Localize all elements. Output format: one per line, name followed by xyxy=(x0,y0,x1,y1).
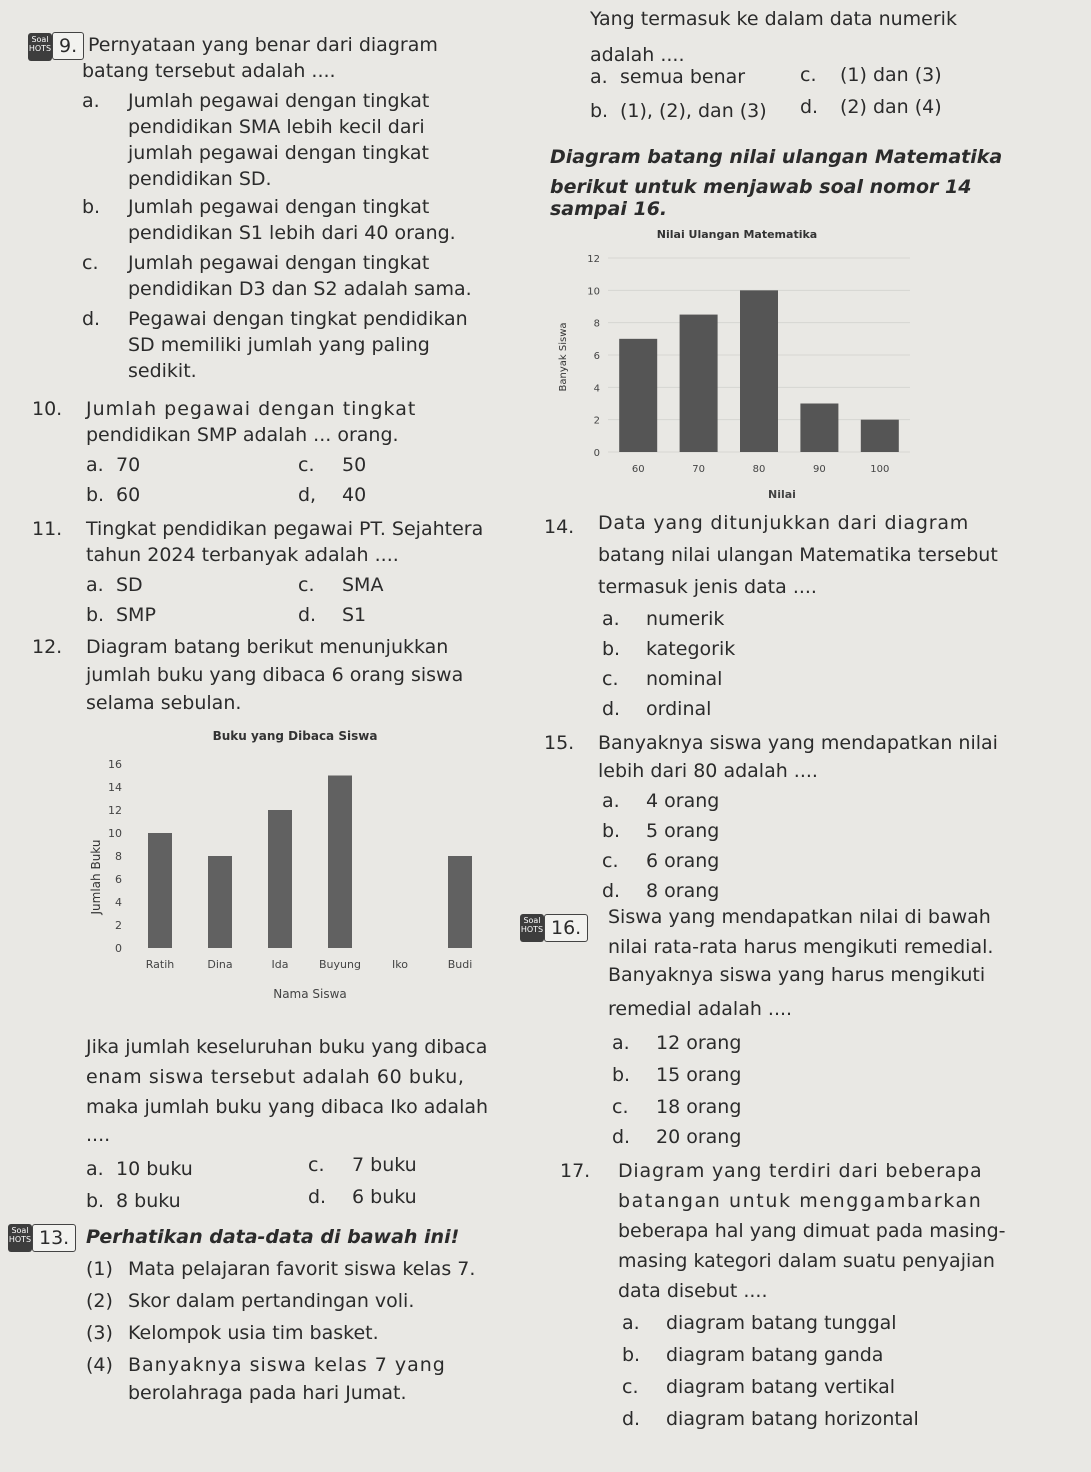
question-number-12: 12. xyxy=(32,636,63,658)
q12-option-key: c. xyxy=(308,1154,325,1176)
q13-item-line: Skor dalam pertandingan voli. xyxy=(128,1290,415,1312)
q17-option-text: diagram batang horizontal xyxy=(666,1408,919,1430)
q13-item-line: Mata pelajaran favorit siswa kelas 7. xyxy=(128,1258,476,1280)
q10-option-key: c. xyxy=(298,454,315,476)
q9-option-key: d. xyxy=(82,308,101,330)
y-tick-label: 14 xyxy=(108,781,122,794)
q12-option-key: b. xyxy=(86,1190,105,1212)
hots-badge xyxy=(28,33,52,61)
q9-option-line: pendidikan SD. xyxy=(128,168,272,190)
x-tick-label: 90 xyxy=(813,464,826,475)
x-axis-ticks xyxy=(146,958,473,971)
q16-option-text: 12 orang xyxy=(656,1032,742,1054)
q12-after-line: .... xyxy=(86,1124,111,1146)
q15-option-text: 4 orang xyxy=(646,790,720,812)
q14-option-text: nominal xyxy=(646,668,723,690)
q12-option-text: 6 buku xyxy=(352,1186,417,1208)
q13-item-key: (2) xyxy=(86,1290,113,1312)
y-tick-label: 12 xyxy=(108,804,122,817)
q12-after-line: enam siswa tersebut adalah 60 buku, xyxy=(86,1066,465,1088)
question-number-13: 13. xyxy=(32,1224,76,1252)
q17-option-text: diagram batang tunggal xyxy=(666,1312,897,1334)
q13-item-key: (3) xyxy=(86,1322,113,1344)
q9-option-key: b. xyxy=(82,196,101,218)
x-axis-label: Nilai xyxy=(768,488,796,501)
q11-option-key: b. xyxy=(86,604,105,626)
scores-bar-chart xyxy=(542,222,922,512)
x-tick-label: Iko xyxy=(392,958,408,971)
y-tick-label: 6 xyxy=(593,351,600,362)
question-number-11: 11. xyxy=(32,518,63,540)
question-number-17: 17. xyxy=(560,1160,591,1182)
y-tick-label: 0 xyxy=(593,448,600,459)
x-tick-label: 70 xyxy=(692,464,705,475)
r13-option-text: (2) dan (4) xyxy=(840,96,942,118)
badge-line: Soal xyxy=(31,35,49,44)
q17-option-text: diagram batang vertikal xyxy=(666,1376,896,1398)
badge-line: HOTS xyxy=(520,925,544,934)
q10-option-key: d, xyxy=(298,484,317,506)
bar-dina xyxy=(208,856,232,948)
q9-option-line: pendidikan SMA lebih kecil dari xyxy=(128,116,425,138)
x-tick-label: 60 xyxy=(631,464,645,475)
q11-option-text: SMP xyxy=(116,604,156,626)
y-tick-label: 10 xyxy=(587,286,600,298)
q14-option-text: kategorik xyxy=(646,638,736,660)
q9-stem-line: Pernyataan yang benar dari diagram xyxy=(88,34,438,56)
x-tick-label: Ida xyxy=(271,958,289,971)
q14-option-text: numerik xyxy=(646,608,725,630)
badge-line: Soal xyxy=(523,916,541,925)
q12-stem-line: jumlah buku yang dibaca 6 orang siswa xyxy=(86,664,464,686)
bar-ida xyxy=(268,810,292,948)
q13-title: Perhatikan data-data di bawah ini! xyxy=(86,1226,460,1248)
r13-option-text: (1), (2), dan (3) xyxy=(620,100,767,122)
q12-option-text: 10 buku xyxy=(116,1158,193,1180)
x-tick-label: Buyung xyxy=(319,958,361,971)
q15-option-text: 6 orang xyxy=(646,850,720,872)
q12-option-text: 7 buku xyxy=(352,1154,417,1176)
q14-stem-line: batang nilai ulangan Matematika tersebut xyxy=(598,544,998,566)
q9-option-line: Jumlah pegawai dengan tingkat xyxy=(128,196,430,218)
q17-option-key: d. xyxy=(622,1408,641,1430)
q12-after-line: maka jumlah buku yang dibaca Iko adalah xyxy=(86,1096,489,1118)
chart-title: Buku yang Dibaca Siswa xyxy=(212,729,378,743)
question-number-10: 10. xyxy=(32,398,63,420)
q9-stem-line: batang tersebut adalah .... xyxy=(82,60,336,82)
q9-option-line: pendidikan S1 lebih dari 40 orang. xyxy=(128,222,456,244)
chart-title: Nilai Ulangan Matematika xyxy=(656,228,818,241)
bar-80 xyxy=(740,290,778,452)
q17-option-key: a. xyxy=(622,1312,640,1334)
q15-option-key: d. xyxy=(602,880,621,902)
q14-option-text: ordinal xyxy=(646,698,712,720)
y-tick-label: 4 xyxy=(115,896,122,909)
y-tick-label: 10 xyxy=(108,827,122,840)
q16-stem-line: remedial adalah .... xyxy=(608,998,793,1020)
q11-stem-line: tahun 2024 terbanyak adalah .... xyxy=(86,544,399,566)
q17-stem-line: masing kategori dalam suatu penyajian xyxy=(618,1250,995,1272)
q10-option-text: 60 xyxy=(116,484,141,506)
hots-badge xyxy=(520,914,544,942)
q16-option-key: b. xyxy=(612,1064,631,1086)
question-number-9: 9. xyxy=(52,32,84,60)
y-tick-label: 0 xyxy=(115,942,122,955)
x-tick-label: Dina xyxy=(207,958,233,971)
q15-stem-line: lebih dari 80 adalah .... xyxy=(598,760,818,782)
bar-100 xyxy=(861,420,899,452)
y-tick-label: 12 xyxy=(587,254,600,265)
hots-badge xyxy=(8,1224,32,1252)
q16-stem-line: nilai rata-rata harus mengikuti remedial. xyxy=(608,936,994,958)
q17-option-text: diagram batang ganda xyxy=(666,1344,884,1366)
bar-budi xyxy=(448,856,472,948)
q15-option-key: a. xyxy=(602,790,620,812)
x-axis-ticks xyxy=(632,464,890,475)
q16-option-text: 18 orang xyxy=(656,1096,742,1118)
y-tick-label: 2 xyxy=(115,919,122,932)
r13-option-key: c. xyxy=(800,64,817,86)
q17-option-key: c. xyxy=(622,1376,639,1398)
chart-bars xyxy=(148,776,472,949)
y-tick-label: 8 xyxy=(115,850,122,863)
q11-stem-line: Tingkat pendidikan pegawai PT. Sejahtera xyxy=(86,518,484,540)
q12-stem-line: selama sebulan. xyxy=(86,692,242,714)
r13-stem-line: adalah .... xyxy=(590,44,685,66)
y-axis-label: Jumlah Buku xyxy=(89,839,103,915)
x-axis-label: Nama Siswa xyxy=(273,987,347,1001)
q10-stem-line: Jumlah pegawai dengan tingkat xyxy=(86,398,417,420)
q11-option-key: a. xyxy=(86,574,104,596)
x-tick-label: Budi xyxy=(447,958,473,971)
q11-option-text: SMA xyxy=(342,574,384,596)
q17-stem-line: beberapa hal yang dimuat pada masing- xyxy=(618,1220,1006,1242)
q14-option-key: b. xyxy=(602,638,621,660)
q15-option-text: 8 orang xyxy=(646,880,720,902)
bar-60 xyxy=(619,339,657,452)
r13-option-key: a. xyxy=(590,66,608,88)
x-tick-label: 100 xyxy=(870,464,890,475)
y-axis-label: Banyak Siswa xyxy=(558,322,569,392)
q13-item-line: Banyaknya siswa kelas 7 yang xyxy=(128,1354,446,1376)
badge-line: HOTS xyxy=(28,44,52,53)
q13-item-line: Kelompok usia tim basket. xyxy=(128,1322,379,1344)
question-number-16: 16. xyxy=(544,914,588,942)
q11-option-text: SD xyxy=(116,574,143,596)
y-tick-label: 4 xyxy=(593,383,600,395)
r13-option-text: semua benar xyxy=(620,66,746,88)
q16-option-text: 20 orang xyxy=(656,1126,742,1148)
bar-70 xyxy=(680,315,718,452)
q14-stem-line: Data yang ditunjukkan dari diagram xyxy=(598,512,970,534)
q9-option-key: c. xyxy=(82,252,99,274)
q16-stem-line: Siswa yang mendapatkan nilai di bawah xyxy=(608,906,991,928)
q9-option-line: Jumlah pegawai dengan tingkat xyxy=(128,90,430,112)
intro-line: sampai 16. xyxy=(550,198,668,220)
q10-stem-line: pendidikan SMP adalah ... orang. xyxy=(86,424,399,446)
q12-option-text: 8 buku xyxy=(116,1190,181,1212)
bar-ratih xyxy=(148,833,172,948)
q17-stem-line: Diagram yang terdiri dari beberapa xyxy=(618,1160,983,1182)
intro-line: berikut untuk menjawab soal nomor 14 xyxy=(550,176,972,198)
question-number-14: 14. xyxy=(544,516,575,538)
q9-option-line: pendidikan D3 dan S2 adalah sama. xyxy=(128,278,472,300)
x-tick-label: 80 xyxy=(752,464,766,475)
q14-option-key: c. xyxy=(602,668,619,690)
q16-option-key: c. xyxy=(612,1096,629,1118)
badge-line: Soal xyxy=(11,1226,29,1235)
r13-option-key: b. xyxy=(590,100,609,122)
y-axis-ticks xyxy=(587,254,600,459)
q16-stem-line: Banyaknya siswa yang harus mengikuti xyxy=(608,964,986,986)
q9-option-line: Jumlah pegawai dengan tingkat xyxy=(128,252,430,274)
q14-stem-line: termasuk jenis data .... xyxy=(598,576,817,598)
q14-option-key: d. xyxy=(602,698,621,720)
r13-stem-line: Yang termasuk ke dalam data numerik xyxy=(590,8,957,30)
books-bar-chart xyxy=(80,722,500,1012)
q15-option-key: b. xyxy=(602,820,621,842)
question-number-15: 15. xyxy=(544,732,575,754)
q9-option-line: jumlah pegawai dengan tingkat xyxy=(128,142,429,164)
q10-option-text: 70 xyxy=(116,454,141,476)
q17-stem-line: data disebut .... xyxy=(618,1280,768,1302)
bar-90 xyxy=(800,404,838,453)
badge-line: HOTS xyxy=(8,1235,32,1244)
q14-option-key: a. xyxy=(602,608,620,630)
q11-option-text: S1 xyxy=(342,604,367,626)
q15-stem-line: Banyaknya siswa yang mendapatkan nilai xyxy=(598,732,998,754)
x-tick-label: Ratih xyxy=(145,958,175,971)
q17-option-key: b. xyxy=(622,1344,641,1366)
q12-stem-line: Diagram batang berikut menunjukkan xyxy=(86,636,449,658)
y-tick-label: 2 xyxy=(593,415,600,427)
chart-bars xyxy=(619,290,899,452)
q13-item-line: berolahraga pada hari Jumat. xyxy=(128,1382,407,1404)
q16-option-key: a. xyxy=(612,1032,630,1054)
q16-option-text: 15 orang xyxy=(656,1064,742,1086)
q17-stem-line: batangan untuk menggambarkan xyxy=(618,1190,983,1212)
q10-option-text: 50 xyxy=(342,454,367,476)
q13-item-key: (4) xyxy=(86,1354,113,1376)
q16-option-key: d. xyxy=(612,1126,631,1148)
y-tick-label: 8 xyxy=(593,318,600,330)
q11-option-key: d. xyxy=(298,604,317,626)
y-tick-label: 16 xyxy=(108,758,122,771)
q10-option-key: a. xyxy=(86,454,104,476)
r13-option-text: (1) dan (3) xyxy=(840,64,942,86)
q12-option-key: d. xyxy=(308,1186,327,1208)
q15-option-key: c. xyxy=(602,850,619,872)
q12-after-line: Jika jumlah keseluruhan buku yang dibaca xyxy=(86,1036,488,1058)
y-axis-ticks xyxy=(108,758,122,955)
q9-option-line: SD memiliki jumlah yang paling xyxy=(128,334,430,356)
q9-option-line: Pegawai dengan tingkat pendidikan xyxy=(128,308,468,330)
q13-item-key: (1) xyxy=(86,1258,113,1280)
q12-option-key: a. xyxy=(86,1158,104,1180)
q15-option-text: 5 orang xyxy=(646,820,720,842)
r13-option-key: d. xyxy=(800,96,819,118)
q11-option-key: c. xyxy=(298,574,315,596)
q9-option-line: sedikit. xyxy=(128,360,197,382)
intro-line: Diagram batang nilai ulangan Matematika xyxy=(550,146,1003,168)
q10-option-key: b. xyxy=(86,484,105,506)
y-tick-label: 6 xyxy=(115,873,122,886)
bar-buyung xyxy=(328,776,352,949)
q9-option-key: a. xyxy=(82,90,100,112)
q10-option-text: 40 xyxy=(342,484,367,506)
